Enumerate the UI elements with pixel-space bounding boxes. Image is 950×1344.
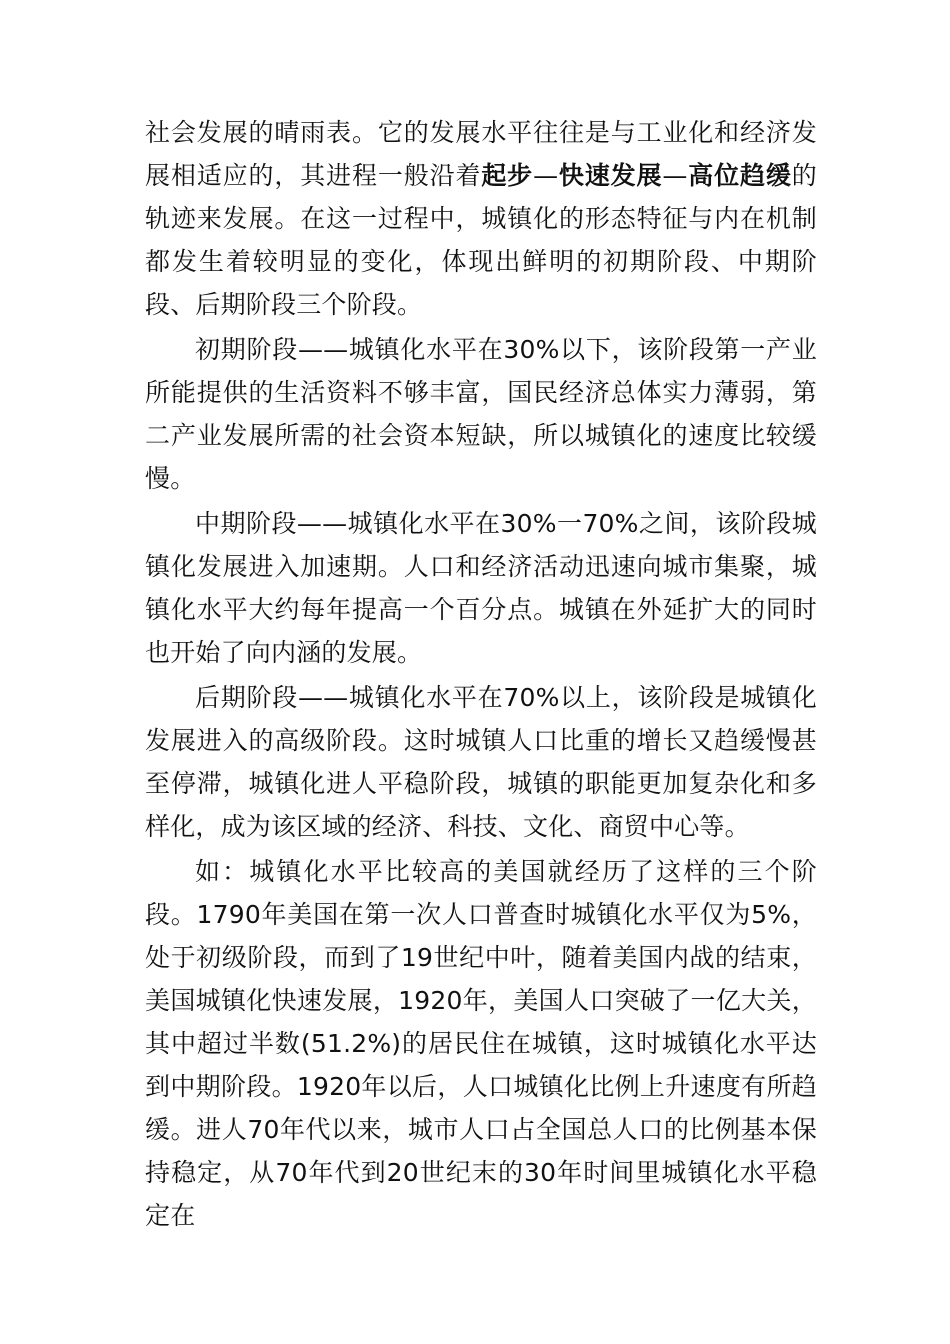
paragraph-1 [145, 111, 817, 326]
dash-2: — [662, 161, 688, 190]
paragraph-late-stage: 后期阶段——城镇化水平在70%以上，该阶段是城镇化发展进入的高级阶段。这时城镇人口比重的增长又趋缓慢甚至停滞，城镇化进人平稳阶段，城镇的职能更加复杂化和多样化，成为该区域的经济、科技、文化、商贸中心等。 [145, 683, 817, 841]
dash-1: — [533, 161, 559, 190]
paragraph-middle-stage: 中期阶段——城镇化水平在30%一70%之间，该阶段城镇化发展进入加速期。人口和经济活动迅速向城市集聚，城镇化水平大约每年提高一个百分点。城镇在外延扩大的同时也开始了向内涵的发展。 [145, 509, 817, 667]
paragraph-1-tail: 的轨迹来发展。在这一过程中，城镇化的形态特征与内在机制都发生着较明显的变化，体现出鲜明的初期阶段、中期阶段、后期阶段三个阶段。 [145, 161, 817, 319]
body-text [145, 111, 817, 1239]
stage-start-bold: 起步 [481, 161, 534, 190]
stage-fast-bold: 快速发展 [558, 161, 663, 190]
stage-slow-bold: 高位趋缓 [687, 161, 792, 190]
paragraph-us-example: 如：城镇化水平比较高的美国就经历了这样的三个阶段。1790年美国在第一次人口普查时城镇化水平仅为5%，处于初级阶段，而到了19世纪中叶，随着美国内战的结束，美国城镇化快速发展，1920年，美国人口突破了一亿大关，其中超过半数(51.2%)的居民住在城镇，这时城镇化水平达到中期阶段。1920年以后，人口城镇化比例上升速度有所趋缓。进人70年代以来，城市人口占全国总人口的比例基本保持稳定，从70年代到20世纪末的30年时间里城镇化水平稳定在 [145, 857, 817, 1230]
paragraph-1-lead: 社会发展的晴雨表。它的发展水平往往是与工业化和经济发展相适应的，其进程一般沿着 [145, 118, 817, 190]
paragraph-early-stage: 初期阶段——城镇化水平在30%以下，该阶段第一产业所能提供的生活资料不够丰富，国民经济总体实力薄弱，第二产业发展所需的社会资本短缺，所以城镇化的速度比较缓慢。 [145, 335, 817, 493]
